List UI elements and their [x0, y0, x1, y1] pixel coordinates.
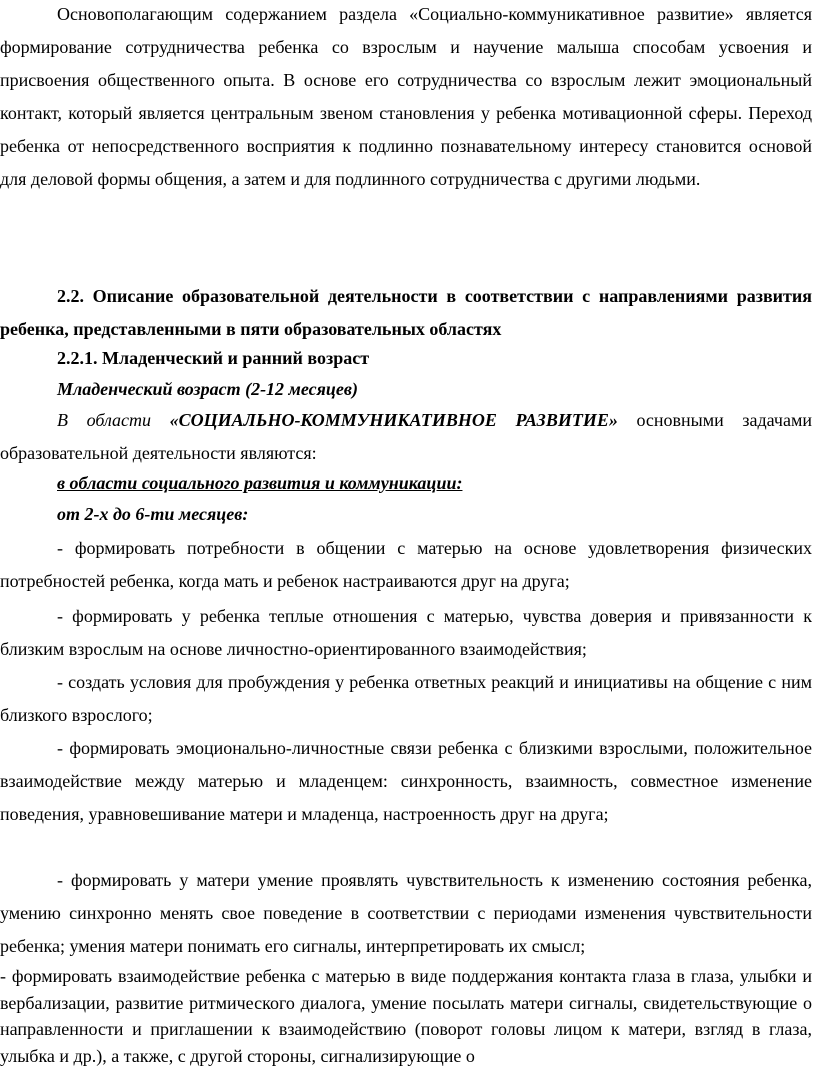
task-item: - формировать у ребенка теплые отношения с матерью, чувства доверия и привязанности к близким взрослым на основе личностно-ориентированного взаимодействия; — [0, 606, 812, 660]
task-item: - формировать потребности в общении с матерью на основе удовлетворения физических потребностей ребенка, когда мать и ребенок настраиваются друг на друга; — [0, 538, 812, 592]
area-paragraph — [0, 404, 812, 470]
area-name: «СОЦИАЛЬНО-КОММУНИКАТИВНОЕ РАЗВИТИЕ» — [169, 410, 618, 430]
social-heading: в области социального развития и коммуникации: — [57, 473, 463, 493]
section-heading: 2.2. Описание образовательной деятельности в соответствии с направлениями развития ребенка, представленными в пяти образовательных областях — [0, 286, 812, 340]
task-item: - создать условия для пробуждения у ребенка ответных реакций и инициативы на общение с ним близкого взрослого; — [0, 672, 812, 726]
area-prefix: В области — [57, 410, 170, 430]
intro-paragraph: Основополагающим содержанием раздела «Социально-коммуникативное развитие» является формирование сотрудничества ребенка со взрослым и научение малыша способам усвоения и присвоения общественного опыта. В основе его сотрудничества со взрослым лежит эмоциональный контакт, который является центральным звеном становления у ребенка мотивационной сферы. Переход ребенка от непосредственного восприятия к подлинно познавательному интересу становится основой для деловой формы общения, а затем и для подлинного сотрудничества с другими людьми. — [0, 4, 812, 190]
task-item: - формировать эмоционально-личностные связи ребенка с близкими взрослыми, положительное взаимодействие между матерью и младенцем: синхронность, взаимность, совместное изменение поведения, уравновешивание матери и младенца, настроенность друг на друга; — [0, 738, 812, 825]
task-item: - формировать взаимодействие ребенка с матерью в виде поддержания контакта глаза в глаза, улыбки и вербализации, развитие ритмического диалога, умение посылать матери сигналы, свидетельствующие о направленности и приглашении к взаимодействию (поворот головы лицом к матери, взгляд в глаза, улыбка и др.), а также, с другой стороны, сигнализирующие о — [0, 966, 812, 1066]
age-heading: Младенческий возраст (2-12 месяцев) — [57, 379, 358, 399]
period-heading: от 2-х до 6-ти месяцев: — [57, 504, 249, 524]
area-suffix: основными задачами образовательной деятельности являются: — [0, 410, 812, 464]
task-item: - формировать у матери умение проявлять чувствительность к изменению состояния ребенка, умению синхронно менять свое поведение в соответствии с периодами изменения чувствительности ребенка; умения матери понимать его сигналы, интерпретировать их смысл; — [0, 870, 812, 957]
subsection-heading: 2.2.1. Младенческий и ранний возраст — [57, 348, 370, 368]
